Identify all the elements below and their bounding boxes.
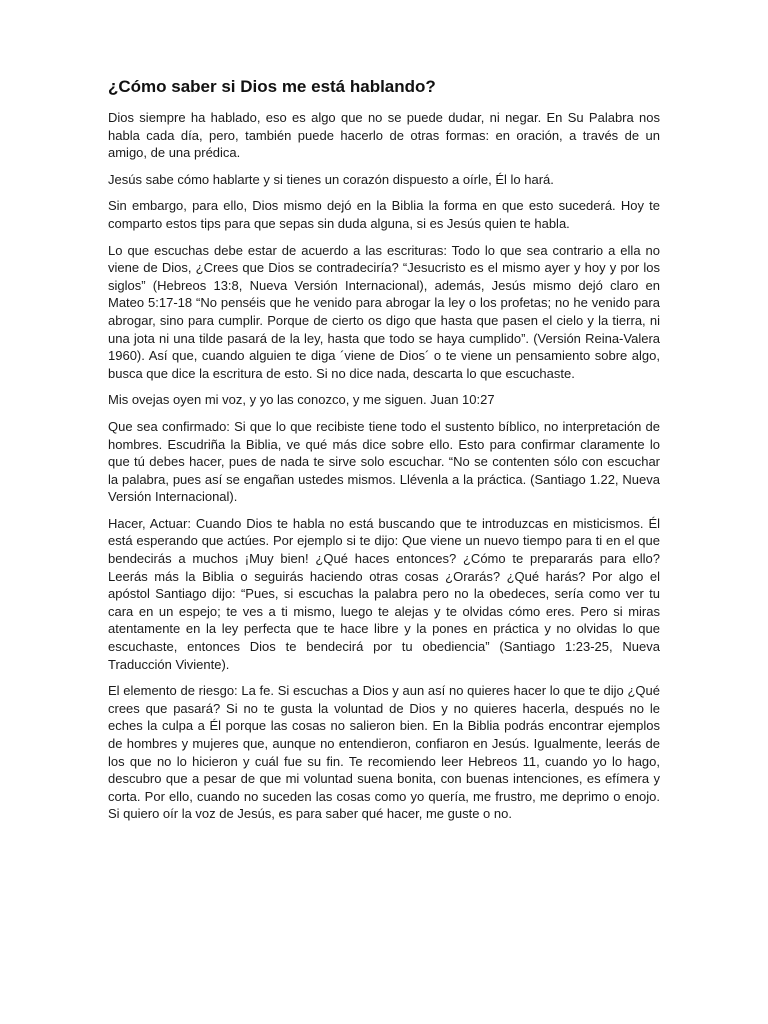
page-title: ¿Cómo saber si Dios me está hablando? [108,77,436,96]
paragraph-intro: Dios siempre ha hablado, eso es algo que no se puede dudar, ni negar. En Su Palabra nos habla cada día, pero, también puede hacerlo de otras formas: en oración, a través de un amigo, de una prédica. [108,110,660,161]
paragraph-john-verse: Mis ovejas oyen mi voz, y yo las conozco, y me siguen. Juan 10:27 [108,392,495,408]
paragraph-jesus-speaks: Jesús sabe cómo hablarte y si tienes un corazón dispuesto a oírle, Él lo hará. [108,171,554,187]
paragraph-confirmed: Que sea confirmado: Si que lo que recibiste tiene todo el sustento bíblico, no interpretación de hombres. Escudriña la Biblia, ve qué más dice sobre ello. Esto para confirmar claramente lo que tú debes hacer, pues de nada te sirve solo escuchar. “No se contenten sólo con escuchar la palabra, pues así se engañan ustedes mismos. Llévenla a la práctica. (Santiago 1.22, Nueva Versión Internacional). [108,418,660,505]
paragraph-faith-risk: El elemento de riesgo: La fe. Si escuchas a Dios y aun así no quieres hacer lo que te dijo ¿Qué crees que pasará? Si no te gusta la voluntad de Dios y no quieres hacerla, después no le eches la culpa a Él porque las cosas no salieron bien. En la Biblia podrás encontrar ejemplos de hombres y mujeres que, aunque no entendieron, confiaron en Jesús. Igualmente, leerás de los que no lo hicieron y cuál fue su fin. Te recomiendo leer Hebreos 11, cuando yo lo hago, descubro que a pesar de que mi voluntad suena bonita, con buenas intenciones, es efímera y corta. Por ello, cuando no suceden las cosas como yo quería, me frustro, me deprimo o enojo. Si quiero oír la voz de Jesús, es para saber qué hacer, me guste o no. [108,683,660,822]
paragraph-act: Hacer, Actuar: Cuando Dios te habla no está buscando que te introduzcas en misticismos. Él está esperando que actúes. Por ejemplo si te dijo: Que viene un nuevo tiempo para ti en el que bendecirás a muchos ¡Muy bien! ¿Qué haces entonces? ¿Cómo te prepararás para ello? Leerás más la Biblia o seguirás haciendo otras cosas ¿Orarás? ¿Qué harás? Por algo el apóstol Santiago dijo: “Pues, si escuchas la palabra pero no la obedeces, sería como ver tu cara en un espejo; te ves a ti mismo, luego te alejas y te olvidas cómo eres. Pero si miras atentamente en la ley perfecta que te hace libre y la pones en práctica y no olvidas lo que escuchaste, entonces Dios te bendecirá por tu obediencia” (Santiago 1:23-25, Nueva Traducción Viviente). [108,515,660,672]
paragraph-tips-intro: Sin embargo, para ello, Dios mismo dejó en la Biblia la forma en que esto sucederá. Hoy te comparto estos tips para que sepas sin duda alguna, si es Jesús quien te habla. [108,198,660,231]
paragraph-scriptures: Lo que escuchas debe estar de acuerdo a las escrituras: Todo lo que sea contrario a ella no viene de Dios, ¿Crees que Dios se contradeciría? “Jesucristo es el mismo ayer y hoy y por los siglos” (Hebreos 13:8, Nueva Versión Internacional), además, Jesús mismo dejó claro en Mateo 5:17-18 “No penséis que he venido para abrogar la ley o los profetas; no he venido para abrogar, sino para cumplir. Porque de cierto os digo que hasta que pasen el cielo y la tierra, ni una jota ni una tilde pasará de la ley, hasta que todo se haya cumplido”. (Versión Reina-Valera 1960). Así que, cuando alguien te diga ´viene de Dios´ o te viene un pensamiento sobre algo, busca que dice la escritura de esto. Si no dice nada, descarta lo que escuchaste. [108,242,660,381]
document-page [108,74,660,832]
